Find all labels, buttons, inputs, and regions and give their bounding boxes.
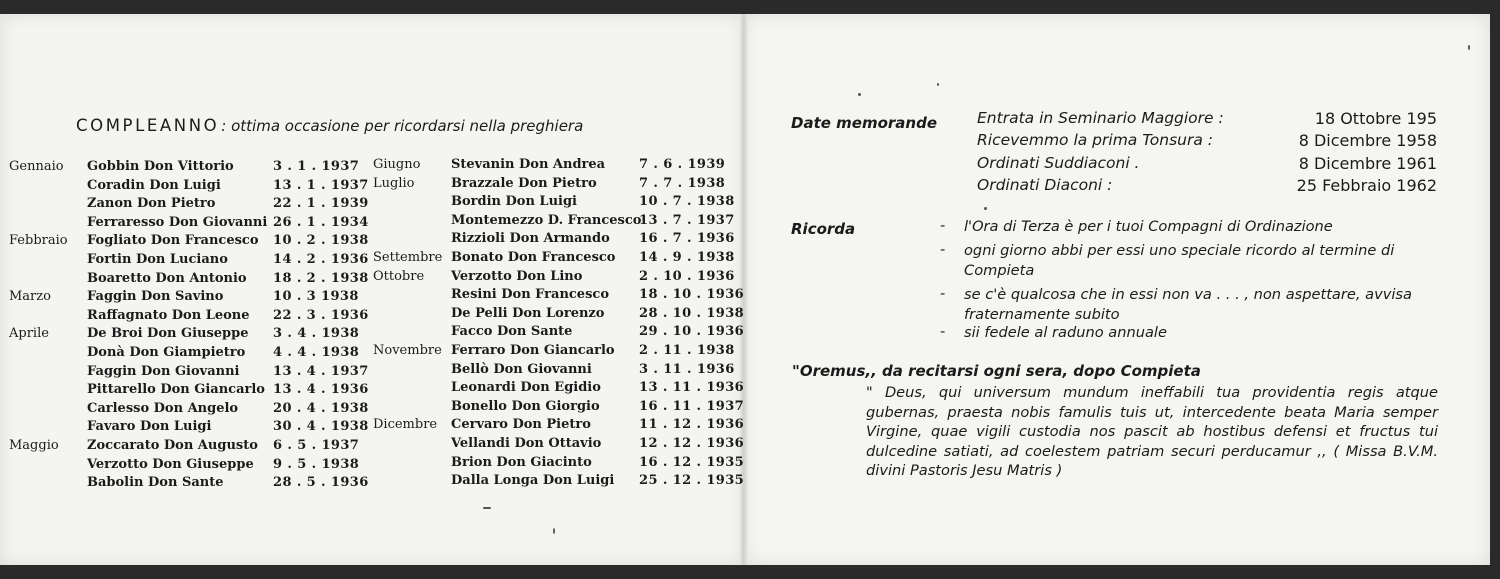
birthday-date: 16 . 11 . 1937 — [639, 398, 745, 414]
birthday-row — [373, 417, 745, 436]
birthday-row — [9, 233, 369, 252]
birthday-date: 18 . 2 . 1938 — [273, 270, 369, 286]
birthday-row — [9, 289, 365, 308]
oremus-prayer-text: " Deus, qui universum mundum ineffabili tua providentia regis atque gubernas, praesta nobis famulis tuis ut, intercedente beata Maria semper Virgine, quae vigili custodia nos pascit ab hostibus defensi et fructus tui dulcedine satiati, ad coelestem patriam securi perducamur ,, ( Missa B.V.M. divini Pastoris Jesu Matris ) — [866, 384, 1438, 480]
birthday-row — [9, 345, 365, 364]
ricorda-bullet: - — [940, 285, 946, 302]
birthday-date: 25 . 12 . 1935 — [639, 473, 745, 489]
birthday-row — [9, 159, 365, 178]
birthday-date: 22 . 3 . 1936 — [273, 307, 369, 323]
birthday-row — [9, 177, 369, 197]
birthday-date: 13 . 11 . 1936 — [639, 380, 745, 396]
birthday-name: Bonato Don Francesco — [451, 250, 616, 265]
paper-speck — [483, 507, 491, 509]
birthday-name: Ferraresso Don Giovanni — [87, 214, 268, 230]
birthday-name: Bordin Don Luigi — [451, 194, 577, 210]
birthday-date: 10 . 2 . 1938 — [273, 233, 369, 249]
birthday-name: Fortin Don Luciano — [87, 252, 228, 267]
birthday-row — [9, 270, 369, 290]
birthday-row — [9, 363, 369, 383]
birthday-row — [373, 398, 745, 418]
birthday-row — [373, 157, 733, 176]
birthday-name: Favaro Don Luigi — [87, 419, 212, 435]
memorable-date-row — [977, 131, 1437, 153]
birthday-row — [9, 419, 369, 438]
birthday-date: 16 . 12 . 1935 — [639, 454, 745, 470]
birthday-name: Bonello Don Giorgio — [451, 398, 600, 414]
ricorda-bullet: - — [940, 323, 946, 340]
birthday-date: 11 . 12 . 1936 — [639, 417, 745, 433]
birthday-row — [373, 324, 745, 343]
birthday-date: 30 . 4 . 1938 — [273, 419, 369, 435]
birthday-name: Coradin Don Luigi — [87, 177, 221, 193]
birthday-row — [373, 343, 733, 362]
memorable-date-label: Ordinati Suddiaconi . — [977, 153, 1140, 172]
birthday-date: 13 . 4 . 1937 — [273, 363, 369, 379]
ricorda-bullet: - — [940, 217, 946, 234]
ricorda-heading: Ricorda — [791, 220, 856, 238]
birthday-name: De Pelli Don Lorenzo — [451, 305, 605, 321]
birthday-name: Zoccarato Don Augusto — [87, 438, 258, 453]
birthday-date: 29 . 10 . 1936 — [639, 324, 745, 340]
birthday-name: Zanon Don Pietro — [87, 196, 216, 212]
birthday-name: Boaretto Don Antonio — [87, 270, 247, 286]
birthday-month: Aprile — [9, 326, 49, 342]
birthday-date: 13 . 1 . 1937 — [273, 177, 369, 193]
birthday-date: 18 . 10 . 1936 — [639, 287, 745, 303]
birthday-row — [9, 196, 369, 215]
birthday-date: 28 . 5 . 1936 — [273, 475, 369, 491]
birthday-row — [373, 436, 745, 455]
birthday-month: Luglio — [373, 175, 415, 191]
birthday-date: 13 . 7 . 1937 — [639, 212, 735, 228]
birthday-name: Resini Don Francesco — [451, 287, 609, 303]
birthday-name: Fogliato Don Francesco — [87, 233, 259, 249]
birthday-date: 3 . 4 . 1938 — [273, 326, 360, 342]
memorable-dates-heading: Date memorande — [791, 114, 937, 132]
ricorda-item-text: se c'è qualcosa che in essi non va . . . , non aspettare, avvisa fraternamente subito — [964, 286, 1412, 323]
memorable-date-label: Ordinati Diaconi : — [977, 175, 1113, 194]
birthday-date: 10 . 7 . 1938 — [639, 194, 735, 210]
birthday-date: 28 . 10 . 1938 — [639, 305, 745, 321]
birthday-date: 10 . 3 1938 — [273, 289, 359, 305]
birthday-name: Faggin Don Savino — [87, 289, 224, 305]
memorable-date-label: Entrata in Seminario Maggiore : — [977, 109, 1224, 127]
birthday-date: 22 . 1 . 1939 — [273, 196, 369, 212]
birthday-date: 13 . 4 . 1936 — [273, 382, 369, 398]
birthday-month: Novembre — [373, 343, 442, 358]
birthday-month: Dicembre — [373, 417, 438, 433]
memorable-date-value: 8 Dicembre 1961 — [1298, 153, 1437, 173]
birthday-month: Marzo — [9, 289, 51, 305]
birthday-date: 2 . 11 . 1938 — [639, 343, 735, 358]
birthday-name: Gobbin Don Vittorio — [87, 159, 234, 174]
birthday-name: De Broi Don Giuseppe — [87, 326, 249, 342]
birthday-row — [9, 252, 369, 271]
birthday-row — [373, 473, 745, 492]
memorable-date-row — [977, 109, 1437, 131]
birthday-row — [373, 213, 733, 232]
ricorda-item-text: l'Ora di Terza è per i tuoi Compagni di Ordinazione — [964, 218, 1333, 235]
birthday-name: Bellò Don Giovanni — [451, 361, 592, 377]
memorable-date-value: 25 Febbraio 1962 — [1296, 175, 1437, 195]
birthday-name: Raffagnato Don Leone — [87, 307, 250, 323]
birthday-row — [373, 250, 733, 269]
birthday-month: Giugno — [373, 157, 421, 172]
birthday-row — [9, 214, 369, 234]
memorable-date-value: 8 Dicembre 1958 — [1298, 131, 1437, 151]
birthday-date: 9 . 5 . 1938 — [273, 456, 360, 472]
ricorda-item-text: sii fedele al raduno annuale — [964, 324, 1167, 341]
birthday-row — [373, 231, 733, 250]
birthday-name: Brion Don Giacinto — [451, 454, 592, 470]
ricorda-bullet: - — [940, 241, 946, 258]
birthday-date: 12 . 12 . 1936 — [639, 436, 745, 451]
birthday-date: 4 . 4 . 1938 — [273, 345, 360, 360]
birthday-month: Febbraio — [9, 233, 68, 249]
birthday-row — [9, 382, 369, 401]
birthday-date: 16 . 7 . 1936 — [639, 231, 735, 247]
birthday-month: Maggio — [9, 438, 59, 453]
birthday-row — [9, 457, 365, 476]
birthday-name: Montemezzo D. Francesco — [451, 212, 642, 228]
birthday-row — [373, 305, 745, 325]
memorable-date-row — [977, 154, 1437, 176]
birthday-row — [373, 454, 745, 474]
birthday-date: 3 . 1 . 1937 — [273, 159, 360, 174]
birthday-name: Facco Don Sante — [451, 324, 573, 340]
birthday-row — [373, 176, 733, 195]
birthday-name: Ferraro Don Giancarlo — [451, 343, 615, 358]
birthday-row — [373, 380, 745, 399]
birthday-date: 7 . 7 . 1938 — [639, 175, 726, 191]
birthday-name: Carlesso Don Angelo — [87, 400, 239, 416]
paper-speck — [553, 528, 555, 534]
birthday-date: 26 . 1 . 1934 — [273, 214, 369, 230]
birthday-date: 20 . 4 . 1938 — [273, 400, 369, 416]
birthday-date: 7 . 6 . 1939 — [639, 157, 726, 172]
birthday-date: 2 . 10 . 1936 — [639, 268, 735, 284]
birthday-date: 3 . 11 . 1936 — [639, 361, 735, 377]
birthday-row — [373, 362, 733, 381]
paper-speck — [858, 93, 861, 96]
birthday-date: 14 . 2 . 1936 — [273, 252, 369, 267]
birthday-month: Settembre — [373, 250, 443, 265]
birthday-name: Vellandi Don Ottavio — [451, 436, 602, 451]
birthday-name: Faggin Don Giovanni — [87, 363, 240, 379]
memorable-date-label: Ricevemmo la prima Tonsura : — [977, 131, 1214, 150]
paper-speck — [984, 207, 987, 210]
birthday-name: Cervaro Don Pietro — [451, 417, 591, 433]
memorable-date-value: 18 Ottobre 195 — [1314, 109, 1437, 128]
birthday-name: Dalla Longa Don Luigi — [451, 473, 615, 489]
birthday-name: Verzotto Don Giuseppe — [87, 456, 254, 472]
birthday-row — [9, 400, 369, 420]
birthday-name: Leonardi Don Egidio — [451, 380, 601, 396]
birthday-month: Gennaio — [9, 159, 64, 174]
birthday-name: Brazzale Don Pietro — [451, 175, 597, 191]
birthday-month: Ottobre — [373, 268, 425, 284]
oremus-heading: "Oremus,, da recitarsi ogni sera, dopo Compieta — [792, 362, 1201, 380]
birthday-name: Verzotto Don Lino — [451, 268, 583, 284]
birthday-name: Rizzioli Don Armando — [451, 231, 610, 247]
birthday-row — [373, 269, 733, 288]
birthday-title — [76, 116, 583, 135]
birthday-row — [373, 287, 745, 306]
paper-speck — [1468, 45, 1470, 50]
ricorda-item-text: ogni giorno abbi per essi uno speciale ricordo al termine di Compieta — [964, 242, 1395, 279]
birthday-name: Stevanin Don Andrea — [451, 157, 606, 172]
birthday-row — [9, 475, 369, 494]
birthday-name: Donà Don Giampietro — [87, 345, 246, 360]
memorable-date-row — [977, 176, 1437, 198]
birthday-name: Babolin Don Sante — [87, 475, 224, 491]
birthday-row — [9, 326, 365, 345]
birthday-subtitle: : ottima occasione per ricordarsi nella preghiera — [221, 117, 584, 135]
birthday-date: 14 . 9 . 1938 — [639, 250, 735, 265]
birthday-row — [9, 438, 365, 457]
birthday-name: Pittarello Don Giancarlo — [87, 382, 265, 398]
birthday-row — [9, 307, 369, 327]
paper-speck — [937, 83, 939, 86]
birthday-date: 6 . 5 . 1937 — [273, 438, 360, 453]
birthday-heading: COMPLEANNO — [76, 116, 220, 135]
birthday-row — [373, 194, 733, 213]
